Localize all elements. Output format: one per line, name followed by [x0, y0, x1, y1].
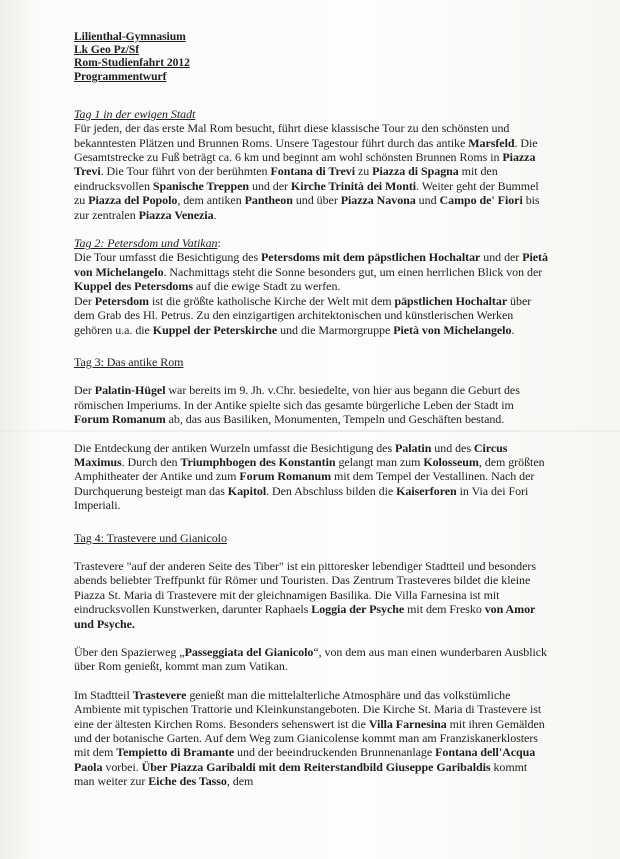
text-run: genießt man die mittelalterliche Atmosphäre und das volkstümliche Ambiente mit typischen Trattorie und Kleinkunstangeboten. Die Kirche St. Maria di Trastevere ist eine der ältesten Kirchen Roms. Besonders sehenswert ist die — [74, 687, 542, 731]
bold-term: Campo de' Fiori — [439, 193, 523, 208]
text-run: über dem Grab des Hl. Petrus. Zu den einzigartigen architektonischen und künstlerischen Werken gehören u.a. die — [74, 293, 532, 337]
document-header — [74, 30, 550, 83]
text-run: mit ihren Gemälden und der botanische Garten. Auf dem Weg zum Gianicolense kommt man am Franziskanerklosters mit dem — [74, 716, 545, 760]
text-run: , dem antiken — [177, 193, 245, 208]
section-title-day-4: Tag 4: Trastevere und Gianicolo — [74, 530, 227, 545]
text-run: in Via dei Fori Imperiali. — [74, 483, 529, 513]
text-run: . Den Abschluss bilden die — [266, 483, 397, 498]
bold-term: Piazza del Popolo — [88, 193, 178, 208]
section-title-day-3: Tag 3: Das antike Rom — [74, 354, 184, 369]
paragraph-day-1 — [74, 121, 550, 222]
text-run: mit dem Fresko — [404, 602, 485, 617]
paragraph-day-2-b — [74, 294, 550, 337]
text-run: gelangt man zum — [335, 454, 424, 469]
paragraph-day-4-a — [74, 559, 550, 631]
paragraph-day-3-a — [74, 383, 550, 426]
text-run: . — [511, 322, 515, 337]
text-run: und die Marmorgruppe — [277, 322, 394, 337]
document-body — [74, 30, 550, 789]
bold-term: Triumphbogen des Konstantin — [180, 454, 336, 469]
text-run: . Durch den — [121, 454, 181, 469]
section-day-2 — [74, 236, 550, 337]
section-title-day-1: Tag 1 in der ewigen Stadt — [74, 106, 196, 121]
text-run: Die Entdeckung der antiken Wurzeln umfasst die Besichtigung des — [74, 440, 396, 455]
bold-term: Piazza Venezia — [138, 207, 214, 222]
text-run: , dem — [226, 774, 254, 789]
bold-term: Fontana di Trevi — [270, 164, 356, 179]
text-run: und — [415, 193, 440, 208]
text-run: . Nachmittags steht die Sonne besonders gut, um einen herrlichen Blick von der — [163, 264, 543, 279]
text-run: zu — [355, 164, 373, 179]
text-run: Für jeden, der das erste Mal Rom besucht, führt diese klassische Tour zu den schönsten und bekanntesten Plätzen und Brunnen Roms. Unsere Tagestour führt durch das antike — [74, 121, 510, 150]
text-run: mit dem Tempel der Vestallinen. Nach der Durchquerung besteigt man das — [74, 469, 535, 498]
bold-term: Pantheon — [244, 193, 293, 208]
section-day-4 — [74, 531, 550, 789]
text-run: “, von dem aus man einen wunderbaren Ausblick über Rom genießt, kommt man zum Vatikan. — [74, 645, 548, 674]
paragraph-day-4-c — [74, 688, 550, 789]
text-run: war bereits im 9. Jh. v.Chr. besiedelte, von hier aus begann die Geburt des römischen Imperiums. In der Antike spielte sich das gesamte bürgerliche Leben der Stadt im — [74, 383, 520, 412]
bold-term: Kolosseum — [423, 454, 479, 469]
text-run: . Die Gesamtstrecke zu Fuß beträgt ca. 6 km und beginnt am wohl schönsten Brunnen Roms in — [74, 135, 538, 165]
text-run: . — [213, 207, 217, 222]
paragraph-day-2-a — [74, 250, 550, 293]
text-run: , dem größten Amphitheater der Antike und zum — [74, 454, 545, 484]
text-run: . Weiter geht der Bummel zu — [74, 178, 539, 208]
trip-title: Rom-Studienfahrt 2012 — [74, 56, 190, 70]
text-run: kommt man weiter zur — [74, 759, 528, 789]
bold-term: Loggia der Psyche — [311, 602, 405, 617]
bold-term: Villa Farnesina — [368, 716, 447, 731]
text-run: . Die Tour führt von der berühmten — [100, 164, 271, 179]
text-run: ist die größte katholische Kirche der Welt mit dem — [149, 293, 395, 308]
section-day-3 — [74, 355, 550, 513]
bold-term: Forum Romanum — [74, 412, 166, 427]
text-run: mit den eindrucksvollen — [74, 164, 498, 193]
text-run: Der — [74, 293, 95, 308]
text-run: Über den Spazierweg „ — [74, 645, 185, 659]
bold-term: Petersdoms mit dem päpstlichen Hochaltar — [261, 250, 481, 265]
section-title-day-2-text: Tag 2: Petersdom und Vatikan — [74, 236, 218, 251]
paragraph-day-3-b — [74, 441, 550, 513]
bold-term: Petersdom — [94, 293, 149, 308]
bold-term: Piazza Trevi — [74, 150, 536, 179]
bold-term: Pietà von Michelangelo — [74, 250, 548, 279]
bold-term: Pietà von Michelangelo — [393, 322, 512, 337]
bold-term: Kuppel des Petersdoms — [74, 279, 193, 294]
text-run: bis zur zentralen — [74, 193, 540, 222]
bold-term: Kirche Trinità dei Monti — [290, 178, 417, 193]
bold-term: von Amor und Psyche. — [74, 602, 536, 631]
text-run: Der — [74, 383, 95, 398]
bold-term: Marsfeld — [468, 135, 515, 150]
school-name: Lilienthal-Gymnasium — [74, 30, 186, 43]
bold-term: päpstlichen Hochaltar — [394, 293, 508, 308]
bold-term: Palatin — [395, 440, 432, 455]
text-run: und über — [292, 193, 341, 208]
bold-term: Piazza Navona — [340, 193, 416, 208]
bold-term: Über Piazza Garibaldi mit dem Reiterstandbild Giuseppe Garibaldis — [141, 759, 491, 774]
bold-term: Piazza di Spagna — [372, 164, 459, 179]
bold-term: Forum Romanum — [239, 469, 332, 484]
text-run: Im Stadtteil — [74, 687, 133, 702]
bold-term: Tempietto di Bramante — [116, 745, 235, 760]
bold-term: Fontana dell'Acqua Paola — [74, 745, 536, 774]
text-run: und der — [249, 178, 291, 193]
section-title-day-2 — [74, 236, 550, 250]
paragraph-day-4-b — [74, 645, 550, 674]
bold-term: Palatin-Hügel — [94, 383, 166, 398]
bold-term: Trastevere — [132, 687, 187, 702]
bold-term: Kapitol — [227, 483, 267, 498]
section-day-1 — [74, 107, 550, 222]
section-title-day-2-colon: : — [217, 236, 221, 251]
text-run: Die Tour umfasst die Besichtigung des — [74, 250, 262, 265]
text-run: und des — [431, 440, 474, 455]
bold-term: Kuppel der Peterskirche — [152, 322, 278, 337]
text-run: ab, das aus Basiliken, Monumenten, Tempeln und Geschäften bestand. — [165, 412, 505, 427]
course-name: Lk Geo Pz/Sf — [74, 43, 140, 57]
bold-term: Passeggiata del Gianicolo — [184, 645, 314, 659]
text-run: auf die ewige Stadt zu werfen. — [192, 279, 341, 294]
bold-term: Eiche des Tasso — [148, 774, 227, 789]
text-run: und der — [480, 250, 523, 265]
draft-label: Programmentwurf — [74, 69, 167, 83]
text-run: Trastevere "auf der anderen Seite des Tiber" ist ein pittoresker lebendiger Stadtteil und besonders abends beliebter Treffpunkt für Römer und Touristen. Das Zentrum Trasteveres bildet die kleine Piazza St. Maria di Trastevere mit der gleichnamigen Basilika. Die Villa Farnesina ist mit eindrucksvollen Kunstwerken, darunter Raphaels — [74, 558, 536, 617]
bold-term: Spanische Treppen — [152, 178, 250, 193]
text-run: vorbei. — [102, 759, 142, 774]
text-run: und der beeindruckenden Brunnenanlage — [234, 745, 436, 760]
bold-term: Kaiserforen — [396, 483, 457, 498]
bold-term: Circus Maximus — [74, 440, 508, 469]
